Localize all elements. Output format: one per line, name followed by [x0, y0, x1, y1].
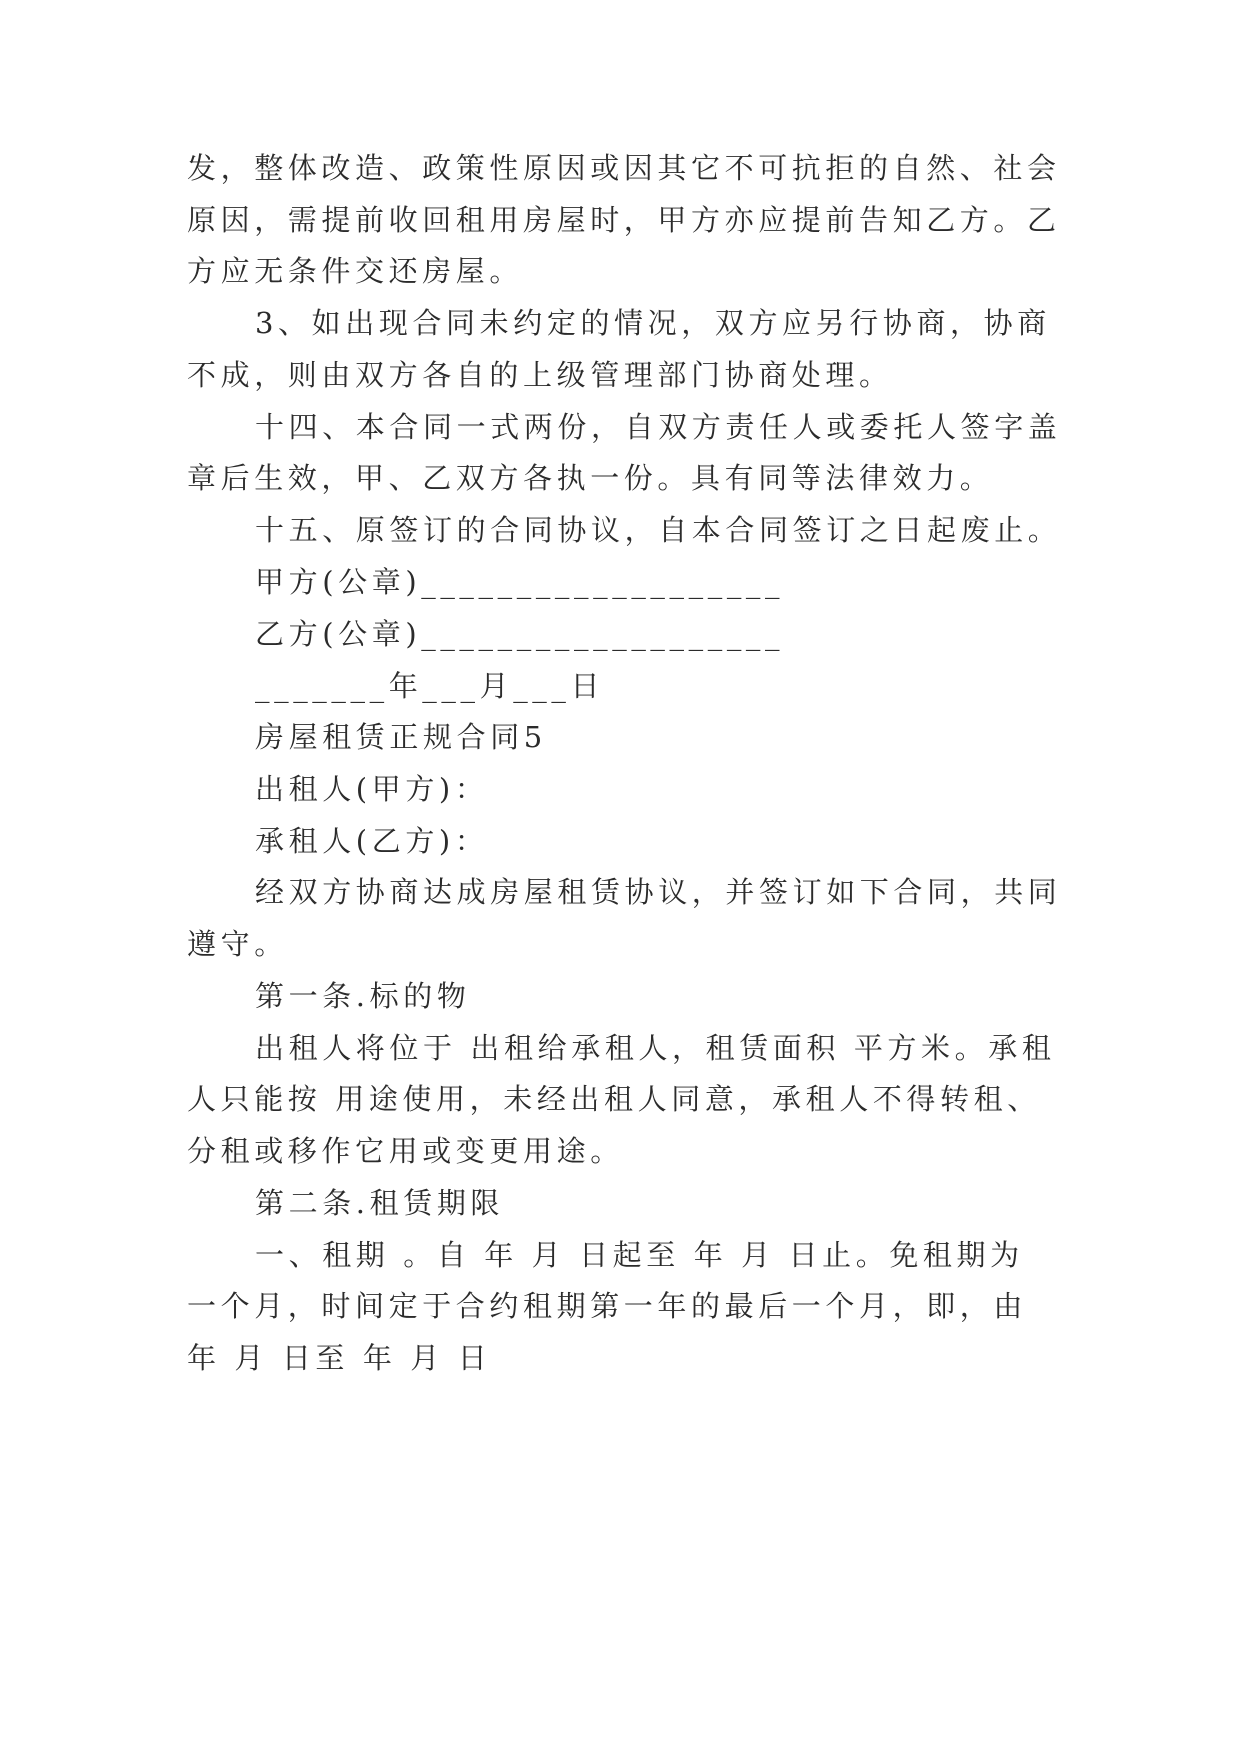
date-line: _______年___月___日	[255, 669, 605, 703]
text-line: 年 月 日至 年 月 日	[187, 1341, 492, 1375]
text-line: 承租人(乙方)：	[255, 824, 489, 858]
text-line: 原因，需提前收回租用房屋时，甲方亦应提前告知乙方。乙	[187, 203, 1061, 237]
text-line: 十四、本合同一式两份，自双方责任人或委托人签字盖	[255, 410, 1062, 444]
text-line: 一个月，时间定于合约租期第一年的最后一个月，即，由	[187, 1289, 1028, 1323]
text-line: 出租人将位于 出租给承租人，租赁面积 平方米。承租	[255, 1031, 1056, 1065]
text-line: 3、如出现合同未约定的情况，双方应另行协商，协商	[255, 306, 1051, 340]
article-heading: 第二条.租赁期限	[255, 1186, 505, 1220]
text-line: 一、租期 。自 年 月 日起至 年 月 日止。免租期为	[255, 1238, 1024, 1272]
text-line: 人只能按 用途使用，未经出租人同意，承租人不得转租、	[187, 1082, 1041, 1116]
signature-line-party-b: 乙方(公章)___________________	[255, 617, 785, 651]
section-title: 房屋租赁正规合同5	[255, 720, 547, 754]
text-line: 经双方协商达成房屋租赁协议，并签订如下合同，共同	[255, 875, 1062, 909]
text-line: 分租或移作它用或变更用途。	[187, 1134, 624, 1168]
signature-line-party-a: 甲方(公章)___________________	[255, 565, 785, 599]
article-heading: 第一条.标的物	[255, 979, 471, 1013]
text-line: 章后生效，甲、乙双方各执一份。具有同等法律效力。	[187, 461, 994, 495]
text-line: 发，整体改造、政策性原因或因其它不可抗拒的自然、社会	[187, 151, 1061, 185]
text-line: 出租人(甲方)：	[255, 772, 489, 806]
text-line: 十五、原签订的合同协议，自本合同签订之日起废止。	[255, 513, 1062, 547]
text-line: 不成，则由双方各自的上级管理部门协商处理。	[187, 358, 893, 392]
text-line: 遵守。	[187, 927, 288, 961]
text-line: 方应无条件交还房屋。	[187, 254, 524, 288]
